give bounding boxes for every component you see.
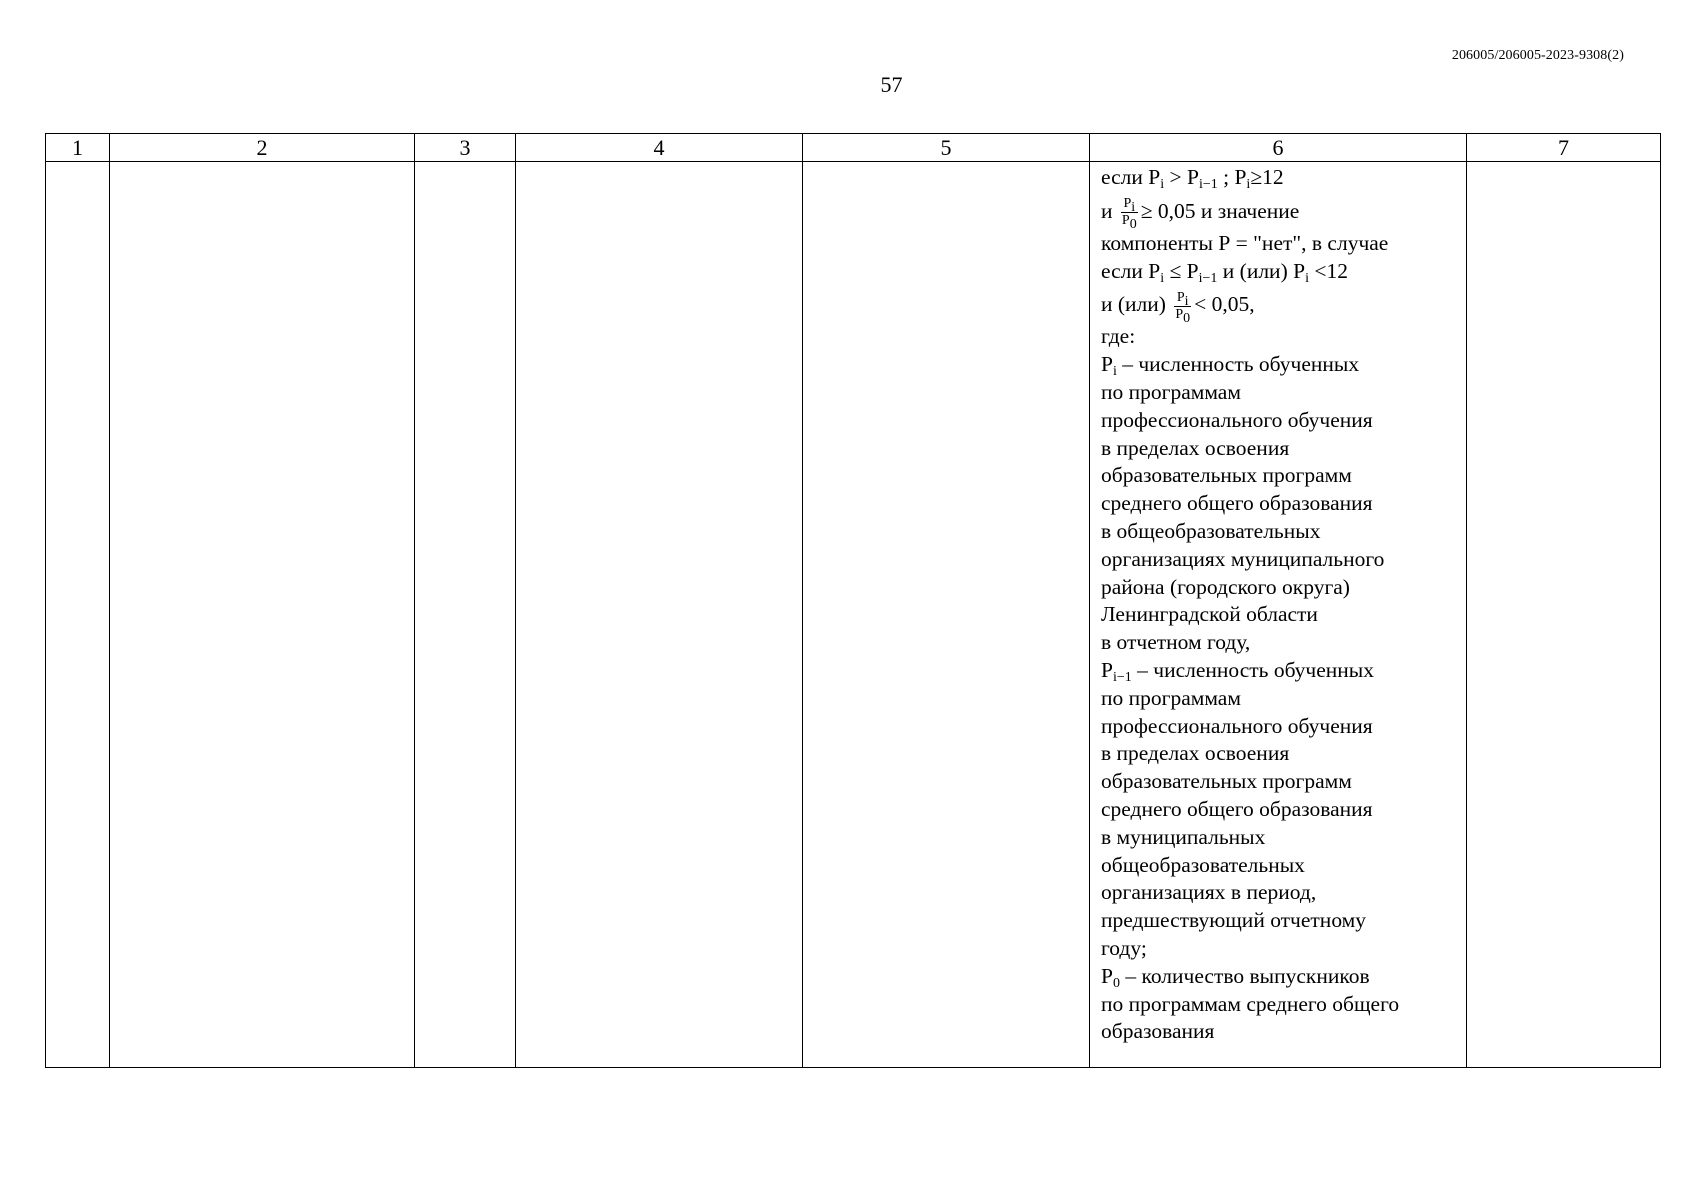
formula-line-5: и (или) $\frac{P_i}{P_0}$ < 0,05, (1101, 289, 1255, 326)
column-header-3: 3 (415, 134, 516, 162)
definition-line: в пределах освоения (1101, 435, 1290, 460)
formula-line-1: если $P_i > P_{i-1}$ ; $P_i\ge 12$ (1101, 165, 1284, 192)
column-header-6: 6 (1090, 134, 1467, 162)
definition-line: предшествующий отчетному (1101, 908, 1367, 933)
formula-line-2: и $\frac{P_i}{P_0}$ ≥ 0,05 и значение (1101, 196, 1300, 233)
definition-line: Ленинградской области (1101, 602, 1318, 627)
column-header-1: 1 (46, 134, 110, 162)
cell-col2 (110, 162, 415, 1068)
definition-pi: $P_i$ – численность обученных (1101, 352, 1360, 380)
definition-line: по программам (1101, 379, 1241, 404)
cell-col5 (803, 162, 1090, 1068)
header-row (46, 134, 1661, 162)
cell-col4 (516, 162, 803, 1068)
definition-line: году; (1101, 935, 1147, 960)
document-id: 206005/206005-2023-9308(2) (1451, 48, 1624, 63)
definition-line: общеобразовательных (1101, 852, 1305, 877)
formula-line-4: если $P_i \le P_{i-1}$ и (или) $P_i <12$ (1101, 258, 1348, 286)
where-label: где: (1101, 324, 1136, 349)
cell-col3 (415, 162, 516, 1068)
formula-line-3: компоненты Р = "нет", в случае (1101, 230, 1389, 255)
definition-line: среднего общего образования (1101, 491, 1373, 516)
definition-p0: $P_0$ – количество выпускников (1101, 963, 1370, 991)
indicator-table (45, 133, 1661, 1068)
cell-col6-formula-text (1090, 162, 1467, 1068)
definition-line: образования (1101, 1019, 1215, 1044)
definition-line: в общеобразовательных (1101, 518, 1321, 543)
definition-line: образовательных программ (1101, 769, 1352, 794)
column-header-2: 2 (110, 134, 415, 162)
definition-line: профессионального обучения (1101, 407, 1373, 432)
definition-line: по программам (1101, 685, 1241, 710)
definition-line: в пределах освоения (1101, 741, 1290, 766)
definition-line: в муниципальных (1101, 824, 1266, 849)
definition-line: организациях муниципального (1101, 546, 1385, 571)
cell-col1 (46, 162, 110, 1068)
cell-col7 (1467, 162, 1661, 1068)
definition-pi-minus-1: $P_{i-1}$ – численность обученных (1101, 657, 1374, 685)
column-header-4: 4 (516, 134, 803, 162)
definition-line: образовательных программ (1101, 463, 1352, 488)
page-number: 57 (880, 72, 903, 97)
definition-line: среднего общего образования (1101, 796, 1373, 821)
definition-line: профессионального обучения (1101, 713, 1373, 738)
definition-line: в отчетном году, (1101, 630, 1251, 655)
table-row (46, 162, 1661, 1068)
fraction-pi-p0: $\frac{P_i}{P_0}$ (1121, 196, 1137, 233)
definition-line: района (городского округа) (1101, 574, 1350, 599)
fraction-pi-p0: $\frac{P_i}{P_0}$ (1175, 289, 1191, 326)
column-header-5: 5 (803, 134, 1090, 162)
definition-line: организациях в период, (1101, 880, 1317, 905)
definition-line: по программам среднего общего (1101, 991, 1400, 1016)
column-header-7: 7 (1467, 134, 1661, 162)
